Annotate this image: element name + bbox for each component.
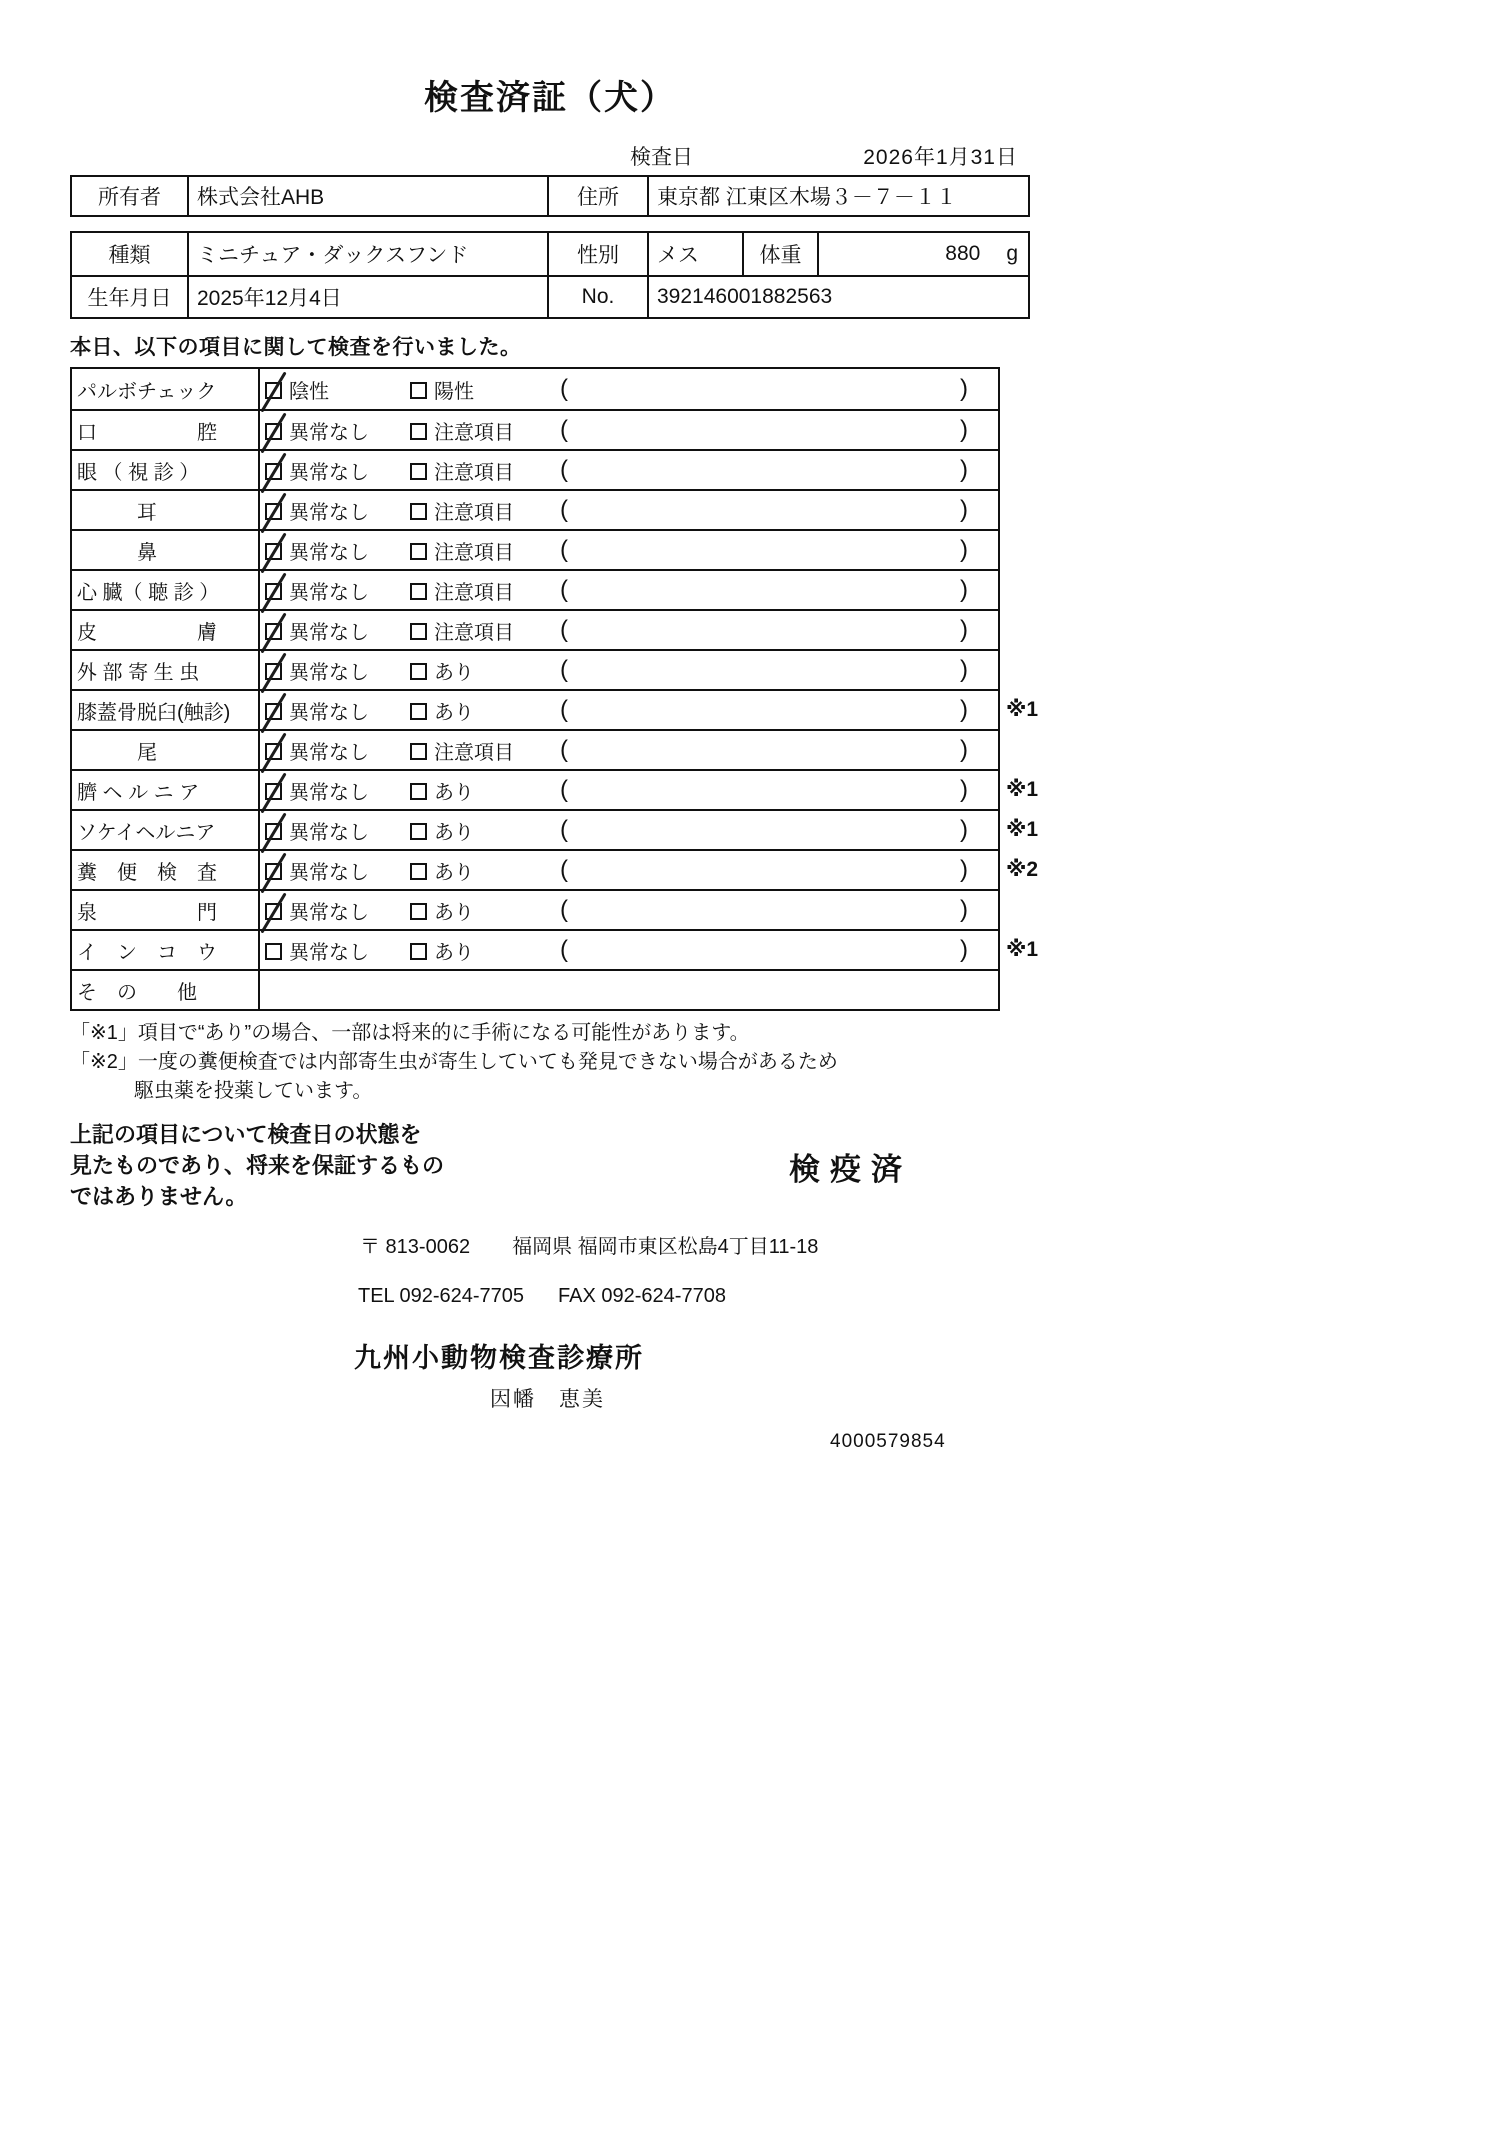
option-1-label: 陰性: [289, 380, 329, 403]
row-options-empty: [260, 971, 998, 1009]
option-2: [410, 896, 560, 925]
paren-close: ): [960, 576, 968, 603]
paren-close: ): [960, 375, 968, 402]
disclaimer-line1: 上記の項目について検査日の状態を: [70, 1122, 422, 1147]
address-value: 東京都 江東区木場３－７－１１: [647, 177, 1032, 215]
inspection-row-tail: [72, 729, 998, 769]
row-label: 皮 膚: [72, 611, 260, 649]
inspection-row-fontanelle: [72, 889, 998, 929]
paren-open: (: [560, 416, 568, 443]
option-1: [265, 496, 410, 525]
paren-close: ): [960, 656, 968, 683]
paren-open: (: [560, 375, 568, 402]
option-1: [265, 375, 410, 404]
owner-address-table: [70, 175, 1030, 217]
checkbox-option-2: [410, 783, 427, 800]
intro-text: 本日、以下の項目に関して検査を行いました。: [70, 336, 522, 359]
paren-close: ): [960, 696, 968, 723]
option-1-label: 異常なし: [289, 461, 369, 484]
checkbox-option-2: [410, 583, 427, 600]
row-note: ※1: [1006, 818, 1039, 841]
row-options: [260, 771, 998, 809]
option-2: [410, 456, 560, 485]
row-label: 心 臓（ 聴 診 ）: [72, 571, 260, 609]
row-options: [260, 531, 998, 569]
row-options: [260, 891, 998, 929]
row-label: ソケイヘルニア: [72, 811, 260, 849]
number-label: No.: [547, 277, 647, 317]
option-1: [265, 936, 410, 965]
option-1-label: 異常なし: [289, 581, 369, 604]
option-1: [265, 656, 410, 685]
option-1-label: 異常なし: [289, 661, 369, 684]
paren-open: (: [560, 576, 568, 603]
number-value: 392146001882563: [647, 277, 1032, 317]
paren-close: ): [960, 736, 968, 763]
inspection-row-heart: [72, 569, 998, 609]
inspection-row-other: [72, 969, 998, 1009]
checkbox-option-1: [265, 503, 282, 520]
inspection-table: [70, 367, 1039, 1011]
option-1-label: 異常なし: [289, 821, 369, 844]
option-1: [265, 856, 410, 885]
option-1: [265, 896, 410, 925]
row-note: ※1: [1006, 698, 1039, 721]
clinic-address-row: [360, 1230, 1030, 1259]
inspection-row-eyes: [72, 449, 998, 489]
row-note: ※1: [1006, 778, 1039, 801]
quarantine-stamp: 検疫済: [789, 1151, 912, 1187]
weight-value-cell: [817, 233, 1032, 275]
row-label: 耳: [72, 491, 260, 529]
row-options: [260, 851, 998, 889]
option-2: [410, 416, 560, 445]
inspection-row-patella: [72, 689, 1039, 729]
option-1-label: 異常なし: [289, 861, 369, 884]
checkbox-option-2: [410, 543, 427, 560]
row-options: [260, 451, 998, 489]
option-2-label: あり: [434, 861, 474, 884]
option-1: [265, 576, 410, 605]
row-note: ※1: [1006, 938, 1039, 961]
checkbox-option-1: [265, 463, 282, 480]
weight-label: 体重: [742, 233, 817, 275]
option-1: [265, 776, 410, 805]
sex-value: メス: [647, 233, 742, 275]
checkbox-option-1: [265, 623, 282, 640]
row-label: そ の 他: [72, 971, 260, 1009]
checkbox-option-1: [265, 583, 282, 600]
paren-close: ): [960, 536, 968, 563]
paren-open: (: [560, 736, 568, 763]
disclaimer-line3: ではありません。: [70, 1183, 248, 1209]
weight-unit: g: [1006, 242, 1018, 265]
checkbox-option-2: [410, 743, 427, 760]
clinic-name: 九州小動物検査診療所: [354, 1343, 644, 1374]
inspection-row-ectoparasites: [72, 649, 998, 689]
option-2-label: 注意項目: [434, 501, 514, 524]
row-label: 外 部 寄 生 虫: [72, 651, 260, 689]
option-1-label: 異常なし: [289, 901, 369, 924]
checkbox-option-1: [265, 423, 282, 440]
serial-number: 4000579854: [830, 1431, 946, 1453]
paren-open: (: [560, 496, 568, 523]
option-2: [410, 375, 560, 404]
option-1: [265, 816, 410, 845]
option-1-label: 異常なし: [289, 501, 369, 524]
row-options: [260, 691, 998, 729]
checkbox-option-2: [410, 703, 427, 720]
checkbox-option-1: [265, 943, 282, 960]
option-2-label: 陽性: [434, 380, 474, 403]
option-1: [265, 456, 410, 485]
birthdate-label: 生年月日: [87, 287, 172, 310]
paren-close: ): [960, 456, 968, 483]
inspection-row-fecal-exam: [72, 849, 1039, 889]
option-2: [410, 536, 560, 565]
option-1-label: 異常なし: [289, 941, 369, 964]
checkbox-option-2: [410, 943, 427, 960]
paren-open: (: [560, 896, 568, 923]
tel-number: TEL 092-624-7705: [358, 1285, 525, 1308]
row-label: イ ン コ ウ: [72, 931, 260, 969]
option-1-label: 異常なし: [289, 421, 369, 444]
row-options: [260, 611, 998, 649]
checkbox-option-1: [265, 382, 282, 399]
row-options: [260, 369, 998, 409]
checkbox-option-2: [410, 663, 427, 680]
bottom-section: [70, 1120, 1030, 1212]
paren-open: (: [560, 696, 568, 723]
birthdate-value: 2025年12月4日: [187, 277, 547, 317]
tel-fax-row: [358, 1285, 1030, 1308]
option-2-label: あり: [434, 821, 474, 844]
paren-open: (: [560, 456, 568, 483]
option-2-label: あり: [434, 701, 474, 724]
breed-label: 種類: [108, 244, 151, 267]
option-1-label: 異常なし: [289, 741, 369, 764]
option-2-label: 注意項目: [434, 421, 514, 444]
option-2: [410, 576, 560, 605]
option-2-label: 注意項目: [434, 461, 514, 484]
option-2: [410, 936, 560, 965]
animal-info-table: [70, 231, 1030, 319]
breed-sex-weight-row: [72, 233, 1028, 275]
checkbox-option-2: [410, 903, 427, 920]
footnote-2-line2: 駆虫薬を投薬しています。: [134, 1080, 373, 1102]
checkbox-option-1: [265, 703, 282, 720]
option-2-label: あり: [434, 781, 474, 804]
checkbox-option-1: [265, 663, 282, 680]
birthdate-number-row: [72, 275, 1028, 317]
inspection-row-nose: [72, 529, 998, 569]
disclaimer-line2: 見たものであり、将来を保証するもの: [70, 1152, 445, 1178]
page-title: 検査済証（犬）: [424, 79, 676, 117]
option-2-label: 注意項目: [434, 541, 514, 564]
option-2-label: あり: [434, 901, 474, 924]
option-1-label: 異常なし: [289, 621, 369, 644]
option-1-label: 異常なし: [289, 541, 369, 564]
inspection-row-parvo: [72, 369, 998, 409]
paren-close: ): [960, 496, 968, 523]
paren-open: (: [560, 616, 568, 643]
footnotes: [70, 1019, 1030, 1106]
inspection-row-umbilical-hernia: [72, 769, 1039, 809]
inspection-row-ears: [72, 489, 998, 529]
sex-label: 性別: [547, 233, 647, 275]
checkbox-option-1: [265, 743, 282, 760]
row-options: [260, 731, 998, 769]
row-label: パルボチェック: [72, 369, 260, 409]
inspection-row-inguinal-hernia: [72, 809, 1039, 849]
checkbox-option-2: [410, 623, 427, 640]
option-2: [410, 496, 560, 525]
checkbox-option-1: [265, 823, 282, 840]
checkbox-option-2: [410, 863, 427, 880]
footnote-2-line1: 「※2」一度の糞便検査では内部寄生虫が寄生していても発見できない場合があるため: [70, 1051, 838, 1073]
row-options: [260, 651, 998, 689]
checkbox-option-2: [410, 503, 427, 520]
option-2-label: あり: [434, 661, 474, 684]
option-2-label: 注意項目: [434, 741, 514, 764]
row-label: 臍 ヘ ル ニ ア: [72, 771, 260, 809]
checkbox-option-2: [410, 382, 427, 399]
paren-close: ): [960, 896, 968, 923]
option-1: [265, 736, 410, 765]
option-2: [410, 736, 560, 765]
option-2: [410, 816, 560, 845]
row-label: 膝蓋骨脱臼(触診): [72, 691, 260, 729]
address-label: 住所: [547, 177, 647, 215]
row-options: [260, 411, 998, 449]
row-label: 糞 便 検 査: [72, 851, 260, 889]
footnote-1: 「※1」項目で“あり”の場合、一部は将来的に手術になる可能性があります。: [70, 1022, 750, 1044]
inspection-row-skin: [72, 609, 998, 649]
option-2: [410, 776, 560, 805]
row-label: 眼 （ 視 診 ）: [72, 451, 260, 489]
checkbox-option-1: [265, 783, 282, 800]
exam-date-row: [70, 141, 1030, 171]
checkbox-option-2: [410, 823, 427, 840]
exam-date-value: 2026年1月31日: [863, 146, 1018, 169]
option-2: [410, 656, 560, 685]
option-1: [265, 416, 410, 445]
option-2: [410, 696, 560, 725]
row-label: 口 腔: [72, 411, 260, 449]
option-2-label: 注意項目: [434, 621, 514, 644]
checkbox-option-1: [265, 903, 282, 920]
row-options: [260, 931, 998, 969]
paren-close: ): [960, 816, 968, 843]
paren-open: (: [560, 856, 568, 883]
row-options: [260, 811, 998, 849]
exam-date-label: 検査日: [630, 146, 693, 169]
checkbox-option-2: [410, 423, 427, 440]
checkbox-option-2: [410, 463, 427, 480]
disclaimer: [70, 1120, 444, 1212]
row-note: ※2: [1006, 858, 1039, 881]
breed-value: ミニチュア・ダックスフンド: [187, 233, 547, 275]
weight-value: 880: [945, 242, 981, 265]
option-1-label: 異常なし: [289, 781, 369, 804]
inspection-row-inkou: [72, 929, 1039, 969]
document-content: [70, 0, 1039, 1453]
checkbox-option-1: [265, 863, 282, 880]
inspection-row-mouth: [72, 409, 998, 449]
option-2: [410, 856, 560, 885]
option-2-label: 注意項目: [434, 581, 514, 604]
option-1: [265, 536, 410, 565]
option-1-label: 異常なし: [289, 701, 369, 724]
option-1: [265, 616, 410, 645]
row-label: 泉 門: [72, 891, 260, 929]
postal-code: 〒 813-0062: [360, 1236, 471, 1259]
row-label: 尾: [72, 731, 260, 769]
option-2-label: あり: [434, 941, 474, 964]
row-options: [260, 571, 998, 609]
veterinarian-name: 因幡 恵美: [490, 1388, 605, 1412]
paren-open: (: [560, 936, 568, 963]
fax-number: FAX 092-624-7708: [558, 1285, 726, 1308]
paren-close: ): [960, 936, 968, 963]
row-options: [260, 491, 998, 529]
owner-label: 所有者: [98, 186, 161, 209]
clinic-address: 福岡県 福岡市東区松島4丁目11-18: [512, 1236, 819, 1259]
row-label: 鼻: [72, 531, 260, 569]
paren-open: (: [560, 816, 568, 843]
checkbox-option-1: [265, 543, 282, 560]
owner-value: 株式会社AHB: [187, 177, 547, 215]
paren-open: (: [560, 536, 568, 563]
option-1: [265, 696, 410, 725]
paren-close: ): [960, 616, 968, 643]
paren-close: ): [960, 416, 968, 443]
option-2: [410, 616, 560, 645]
paren-open: (: [560, 776, 568, 803]
paren-close: ): [960, 856, 968, 883]
paren-close: ): [960, 776, 968, 803]
paren-open: (: [560, 656, 568, 683]
